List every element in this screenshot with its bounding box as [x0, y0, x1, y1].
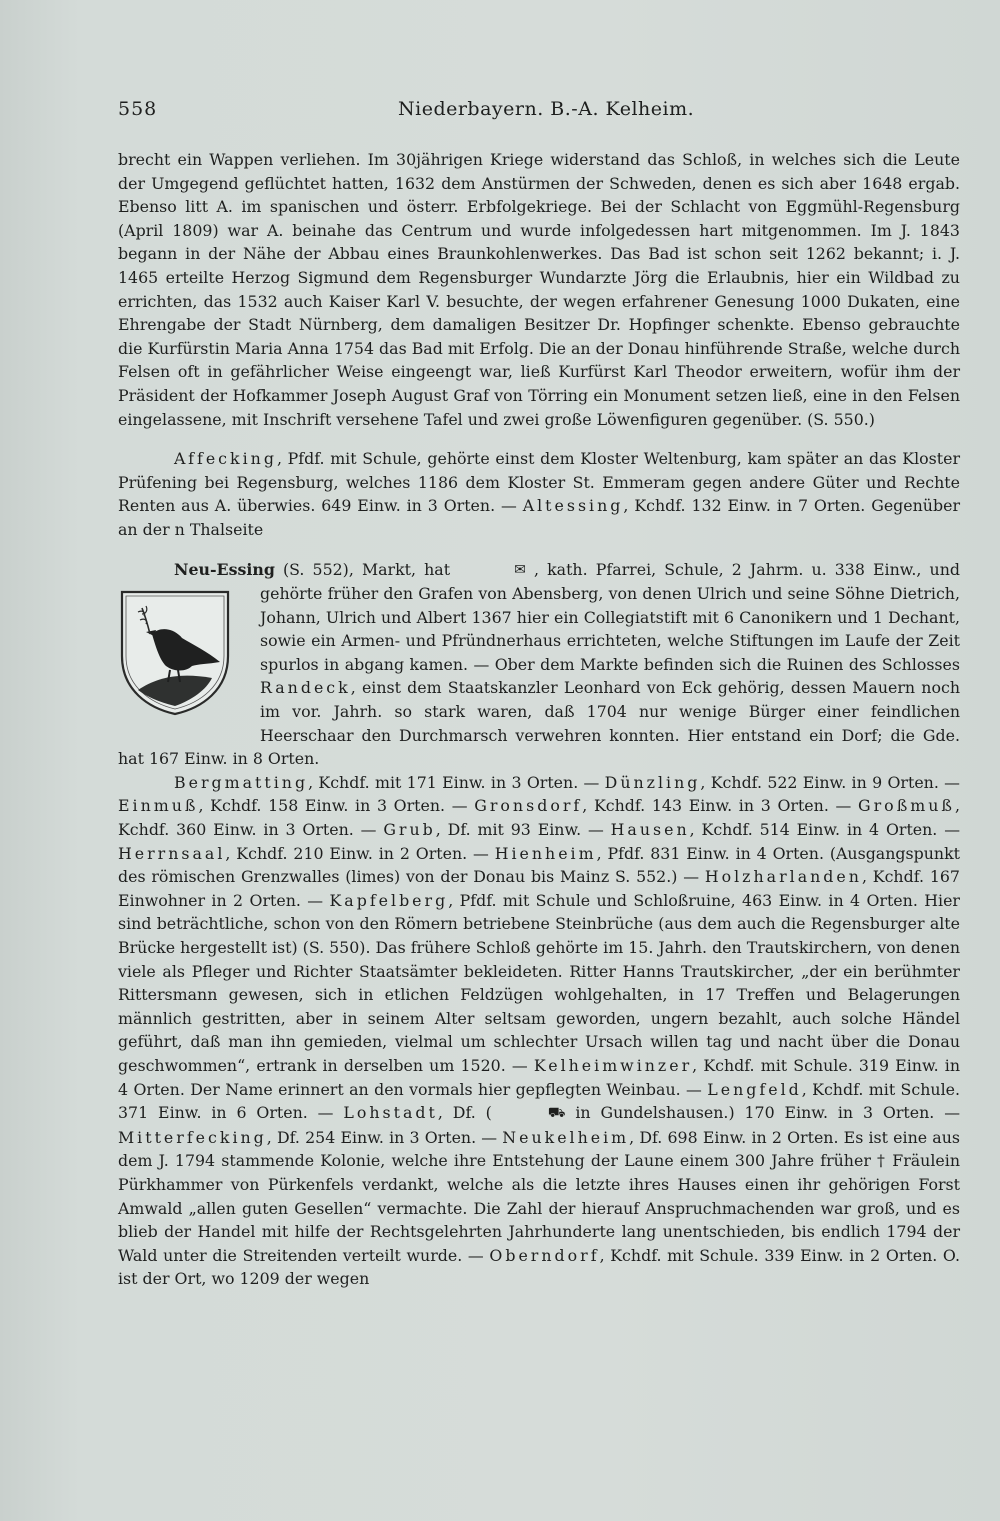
places-text-j: , Kchdf. 167 Einwohner in 2 Orten. —	[118, 867, 960, 910]
places-text-l: , Kchdf. mit Schule. 319 Einw. in 4 Orten. Der Name erinnert an den vormals hier gepflegten Weinbau. —	[118, 1055, 960, 1099]
place-lengfeld: Lengfeld	[707, 1079, 802, 1099]
places-text-q: , Df. 698 Einw. in 2 Orten. Es ist eine aus dem J. 1794 stammende Kolonie, welche ihre Entstehung der Laune einem 300 Jahre früher † Fräulein Pürkhammer von Pürkenfels verdankt, welche als die letzte ihres Hauses einen ihr gehörigen Forst Amwald „allen guten Gesellen“ vermachte. Die Zahl der hierauf Anspruchmachenden war groß, und es blieb der Handel mit hilfe der Rechtsgelehrten Jahrhunderte lang unentschieden, bis endlich 1794 der Wald unter die Streitenden verteilt wurde. —	[118, 1127, 960, 1265]
places-text-e: , Kchdf. 360 Einw. in 3 Orten. —	[118, 796, 960, 840]
place-neu-essing: Neu-Essing	[174, 559, 275, 579]
place-gronsdorf: Gronsdorf	[474, 796, 583, 816]
coat-of-arms-raven-icon	[116, 586, 234, 718]
place-mitterfecking: Mitterfecking	[118, 1127, 267, 1147]
place-affecking: Affecking	[174, 449, 277, 469]
paragraph-history-text: brecht ein Wappen verliehen. Im 30jährigen Kriege widerstand das Schloß, in welches sich die Leute der Umgegend geflüchtet hatten, 1632 dem Anstürmen der Schweden, denen es sich aber 1648 ergab. Ebenso litt A. im spanischen und österr. Erbfolgekriege. Bei der Schlacht von Eggmühl-Regensburg (April 1809) war A. beinahe das Centrum und wurde infolgedessen hart mitgenommen. Im J. 1843 begann in der Nähe der Abbau eines Braunkohlenwerkes. Das Bad ist schon seit 1262 bekannt; i. J. 1465 erteilte Herzog Sigmund dem Regensburger Wundarzte Jörg die Erlaubnis, hier ein Wildbad zu errichten, das 1532 auch Kaiser Karl V. besuchte, der wegen erfahrener Genesung 1000 Dukaten, eine Ehrengabe der Stadt Nürnberg, dem damaligen Besitzer Dr. Hopfinger schenkte. Ebenso gebrauchte die Kurfürstin Maria Anna 1754 das Bad mit Erfolg. Die an der Donau hinführende Straße, welche durch Felsen oft in gefährlicher Weise eingeengt war, ließ Kurfürst Karl Theodor erweitern, wofür ihm der Präsident der Hofkammer Joseph August Graf von Törring ein Monument setzen ließ, eine in den Felsen eingelassene, mit Inschrift versehene Tafel und zwei große Löwenfiguren gegenüber. (S. 550.)	[118, 150, 961, 429]
place-grossmuss: Großmuß	[858, 796, 955, 816]
paragraph-neu-essing	[118, 558, 960, 771]
paragraph-history	[118, 148, 960, 431]
places-text-r: , Kchdf. mit Schule. 339 Einw. in 2 Orten. O. ist der Ort, wo 1209 der wegen	[118, 1245, 960, 1289]
place-herrnsaal: Herrnsaal	[118, 843, 226, 863]
places-text-g: , Kchdf. 514 Einw. in 4 Orten. —	[689, 820, 960, 840]
places-text-p: , Df. 254 Einw. in 3 Orten. —	[266, 1127, 503, 1147]
running-title: Niederbayern. B.-A. Kelheim.	[398, 98, 695, 120]
railway-station-icon: ⛟	[547, 1105, 566, 1122]
neu-essing-text-b: , kath. Pfarrei, Schule, 2 Jahrm. u. 338 Einw., und gehörte früher den Grafen von Abensberg, von denen Ulrich und seine Söhne Dietrich, Johann, Ulrich und Albert 1367 hier ein Collegiatstift mit 6 Canonikern und 1 Dechant, sowie ein Armen- und Pfründnerhaus errichteten, welche Stiftungen im Laufe der Zeit spurlos in abgang kamen. — Ober dem Markte befinden sich die Ruinen des Schlosses	[260, 559, 960, 674]
places-text-i: , Pfdf. 831 Einw. in 4 Orten. (Ausgangspunkt des römischen Grenzwalles (limes) von der Donau bis Mainz S. 552.) —	[118, 843, 961, 887]
place-einmuss: Einmuß	[118, 796, 199, 816]
place-hausen: Hausen	[610, 820, 690, 840]
place-kelheimwinzer: Kelheimwinzer	[533, 1055, 693, 1075]
place-neukelheim: Neukelheim	[502, 1127, 630, 1147]
places-text-h: , Kchdf. 210 Einw. in 2 Orten. —	[225, 843, 495, 863]
places-text-a: , Kchdf. mit 171 Einw. in 3 Orten. —	[308, 772, 605, 792]
post-office-icon: ✉	[514, 561, 526, 578]
places-text-o: in Gundelshausen.) 170 Einw. in 3 Orten. —	[565, 1103, 960, 1123]
places-text-n: , Df. (	[437, 1103, 492, 1123]
places-text-m: , Kchdf. mit Schule. 371 Einw. in 6 Orten. —	[118, 1079, 960, 1123]
place-lohstadt: Lohstadt	[343, 1103, 438, 1123]
place-randeck: Randeck	[260, 678, 351, 698]
place-grub: Grub	[383, 820, 436, 840]
altessing-text: , Kchdf. 132 Einw. in 7 Orten. Gegenüber an der n Thalseite	[118, 496, 960, 539]
place-holzharlanden: Holzharlanden	[704, 867, 862, 887]
page-number: 558	[118, 98, 158, 120]
neu-essing-text-c: , einst dem Staatskanzler Leonhard von Eck gehörig, dessen Mauern noch im vor. Jahrh. so stark waren, daß 1704 nur wenige Bürger einer feindlichen Heerschaar den Durchmarsch verwehren konnten. Hier entstand ein Dorf; die Gde. hat 167 Einw. in 8 Orten.	[118, 678, 960, 769]
page-header	[118, 98, 960, 128]
places-text-c: , Kchdf. 158 Einw. in 3 Orten. —	[198, 796, 475, 816]
places-text-f: , Df. mit 93 Einw. —	[435, 820, 611, 840]
body-text	[118, 148, 960, 1291]
places-text-d: , Kchdf. 143 Einw. in 3 Orten. —	[582, 796, 859, 816]
coat-of-arms-wrap	[116, 586, 254, 726]
places-text-b: , Kchdf. 522 Einw. in 9 Orten. —	[700, 772, 960, 792]
place-oberndorf: Oberndorf	[489, 1245, 600, 1265]
place-altessing: Altessing	[522, 496, 624, 516]
place-kapfelberg: Kapfelberg	[329, 890, 449, 910]
affecking-text: , Pfdf. mit Schule, gehörte einst dem Kloster Weltenburg, kam später an das Kloster Prüfening bei Regensburg, welches 1186 dem Kloster St. Emmeram gegen andere Güter und Rechte Renten aus A. überwies. 649 Einw. in 3 Orten. —	[118, 449, 960, 516]
place-bergmatting: Bergmatting	[174, 772, 309, 792]
neu-essing-text-a: (S. 552), Markt, hat	[274, 559, 459, 579]
places-text-k: , Pfdf. mit Schule und Schloßruine, 463 Einw. in 4 Orten. Hier sind beträchtliche, schon von den Römern betriebene Steinbrüche (aus dem auch die Regensburger alte Brücke hergestellt ist) (S. 550). Das frühere Schloß gehörte im 15. Jahrh. den Trautskirchern, von denen viele als Pfleger und Richter Staatsämter bekleideten. Ritter Hanns Trautskircher, „der ein berühmter Rittersmann gewesen, sich in etlichen Feldzügen wohlgehalten, in 17 Treffen und Belagerungen männlich gestritten, aber in seinem Alter seltsam geworden, ungern bezahlt, auch solche Händel geführt, daß man ihn gemieden, vielmal um schlechter Ursach willen tag und nacht über die Donau geschwommen“, ertrank in derselben um 1520. —	[118, 890, 960, 1075]
paragraph-places	[118, 771, 960, 1291]
paragraph-affecking	[118, 447, 960, 541]
place-hienheim: Hienheim	[494, 843, 597, 863]
place-duenzling: Dünzling	[604, 772, 701, 792]
